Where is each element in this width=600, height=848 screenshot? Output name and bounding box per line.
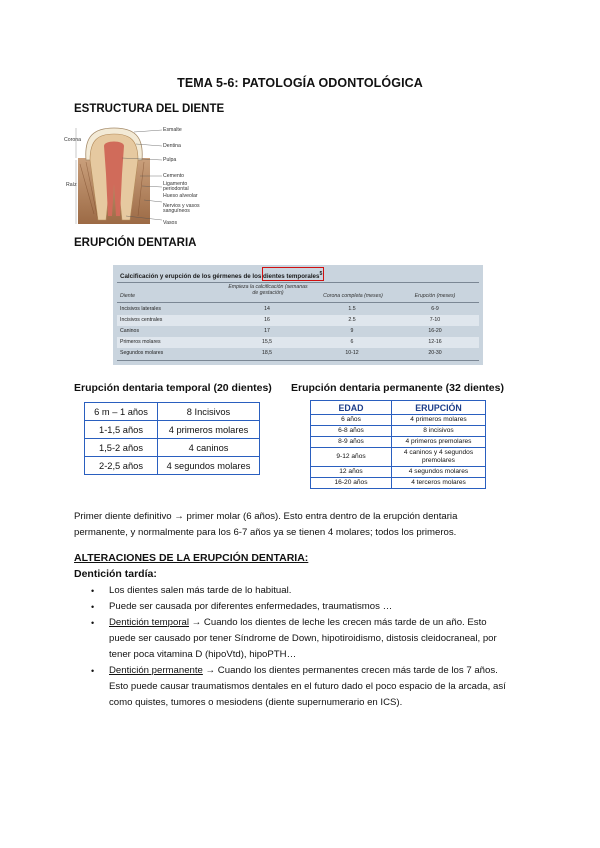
list-item: • Dentición temporal → Cuando los dientes de leche les crecen más tarde de un año. Esto puede ser causado por tener Síndrome de Down, hipotiroidismo, distosis cleidocraneal, por tener poca vitamina D (hipoVtd), hipoPTH… xyxy=(91,617,497,660)
permanent-eruption-title: Erupción dentaria permanente (32 dientes) xyxy=(291,382,504,394)
label-pulp: Pulpa xyxy=(163,157,177,163)
label-nerves: Nervios y vasos sanguíneos xyxy=(163,203,200,214)
list-item: • Puede ser causada por diferentes enfermedades, traumatismos … xyxy=(91,601,393,612)
late-dentition-list xyxy=(91,583,531,711)
calcification-table xyxy=(113,265,483,365)
table-row: Primeros molares 15,5 6 12-16 xyxy=(117,337,479,348)
list-item: • Los dientes salen más tarde de lo habitual. xyxy=(91,585,292,596)
tooth-illustration xyxy=(64,124,234,230)
late-dentition-heading: Dentición tardía: xyxy=(74,568,157,580)
table-row: 6-8 años 8 incisivos xyxy=(311,426,486,437)
calc-table-title: Calcificación y erupción de los gérmenes de los dientes temporales$^5$ xyxy=(120,271,323,281)
label-bone: Hueso alveolar xyxy=(163,193,198,199)
temporal-eruption-table xyxy=(84,402,260,475)
table-row: 1,5-2 años 4 caninos xyxy=(85,439,260,457)
tooth-structure-figure xyxy=(64,124,234,230)
temporal-eruption-title: Erupción dentaria temporal (20 dientes) xyxy=(74,382,272,394)
calc-header-calcification: Empieza la calcificación (semanas de gestación) xyxy=(228,284,308,296)
table-row: 6 años 4 primeros molares xyxy=(311,415,486,426)
table-row: 2-2,5 años 4 segundos molares xyxy=(85,457,260,475)
table-row: Caninos 17 9 16-20 xyxy=(120,328,442,334)
table-row: Incisivos centrales 16 2.5 7-10 xyxy=(117,315,479,326)
table-row: Incisivos laterales 14 1.5 6-9 xyxy=(120,306,439,312)
alterations-heading: ALTERACIONES DE LA ERUPCIÓN DENTARIA: xyxy=(74,552,309,564)
permanent-eruption-table xyxy=(310,400,486,489)
label-enamel: Esmalte xyxy=(163,127,182,133)
table-row: 9-12 años 4 caninos y 4 segundos premolares xyxy=(311,448,486,467)
section-heading-eruption: ERUPCIÓN DENTARIA xyxy=(74,237,197,249)
calc-highlight-box xyxy=(262,267,324,281)
page-title: TEMA 5-6: PATOLOGÍA ODONTOLÓGICA xyxy=(177,76,423,90)
table-row: Segundos molares 18,5 10-12 20-30 xyxy=(120,350,442,356)
table-row: 6 m – 1 años 8 Incisivos xyxy=(85,403,260,421)
label-vessels: Vasos xyxy=(163,220,178,226)
table-row: 12 años 4 segundos molares xyxy=(311,467,486,478)
calc-header-eruption: Erupción (meses) xyxy=(414,293,456,299)
table-header-row: EDAD ERUPCIÓN xyxy=(311,401,486,415)
table-row: 1-1,5 años 4 primeros molares xyxy=(85,421,260,439)
label-ligament: Ligamento periodontal xyxy=(163,181,189,192)
label-cementum: Cemento xyxy=(163,173,185,179)
label-root: Raíz xyxy=(66,182,77,188)
calc-header-tooth: Diente xyxy=(120,293,135,299)
label-dentin: Dentina xyxy=(163,143,181,149)
list-item: • Dentición permanente → Cuando los dientes permanentes crecen más tarde de los 7 años. Esto puede causar traumatismos dentales en el futuro dado el poco espacio de la arcada, así como quistes, tumores o mesiodens (diente supernumerario en ICS). xyxy=(91,665,506,708)
table-row: 8-9 años 4 primeros premolares xyxy=(311,437,486,448)
first-tooth-paragraph: Primer diente definitivo → primer molar (6 años). Esto entra dentro de la erupción dentaria permanente, y normalmente para los 6-7 años ya se tienen 4 molares; todos los primeros. xyxy=(74,511,458,538)
label-crown: Corona xyxy=(64,137,82,143)
calc-header-crown: Corona completa (meses) xyxy=(323,293,383,299)
table-row: 16-20 años 4 terceros molares xyxy=(311,478,486,489)
section-heading-structure: ESTRUCTURA DEL DIENTE xyxy=(74,103,225,115)
